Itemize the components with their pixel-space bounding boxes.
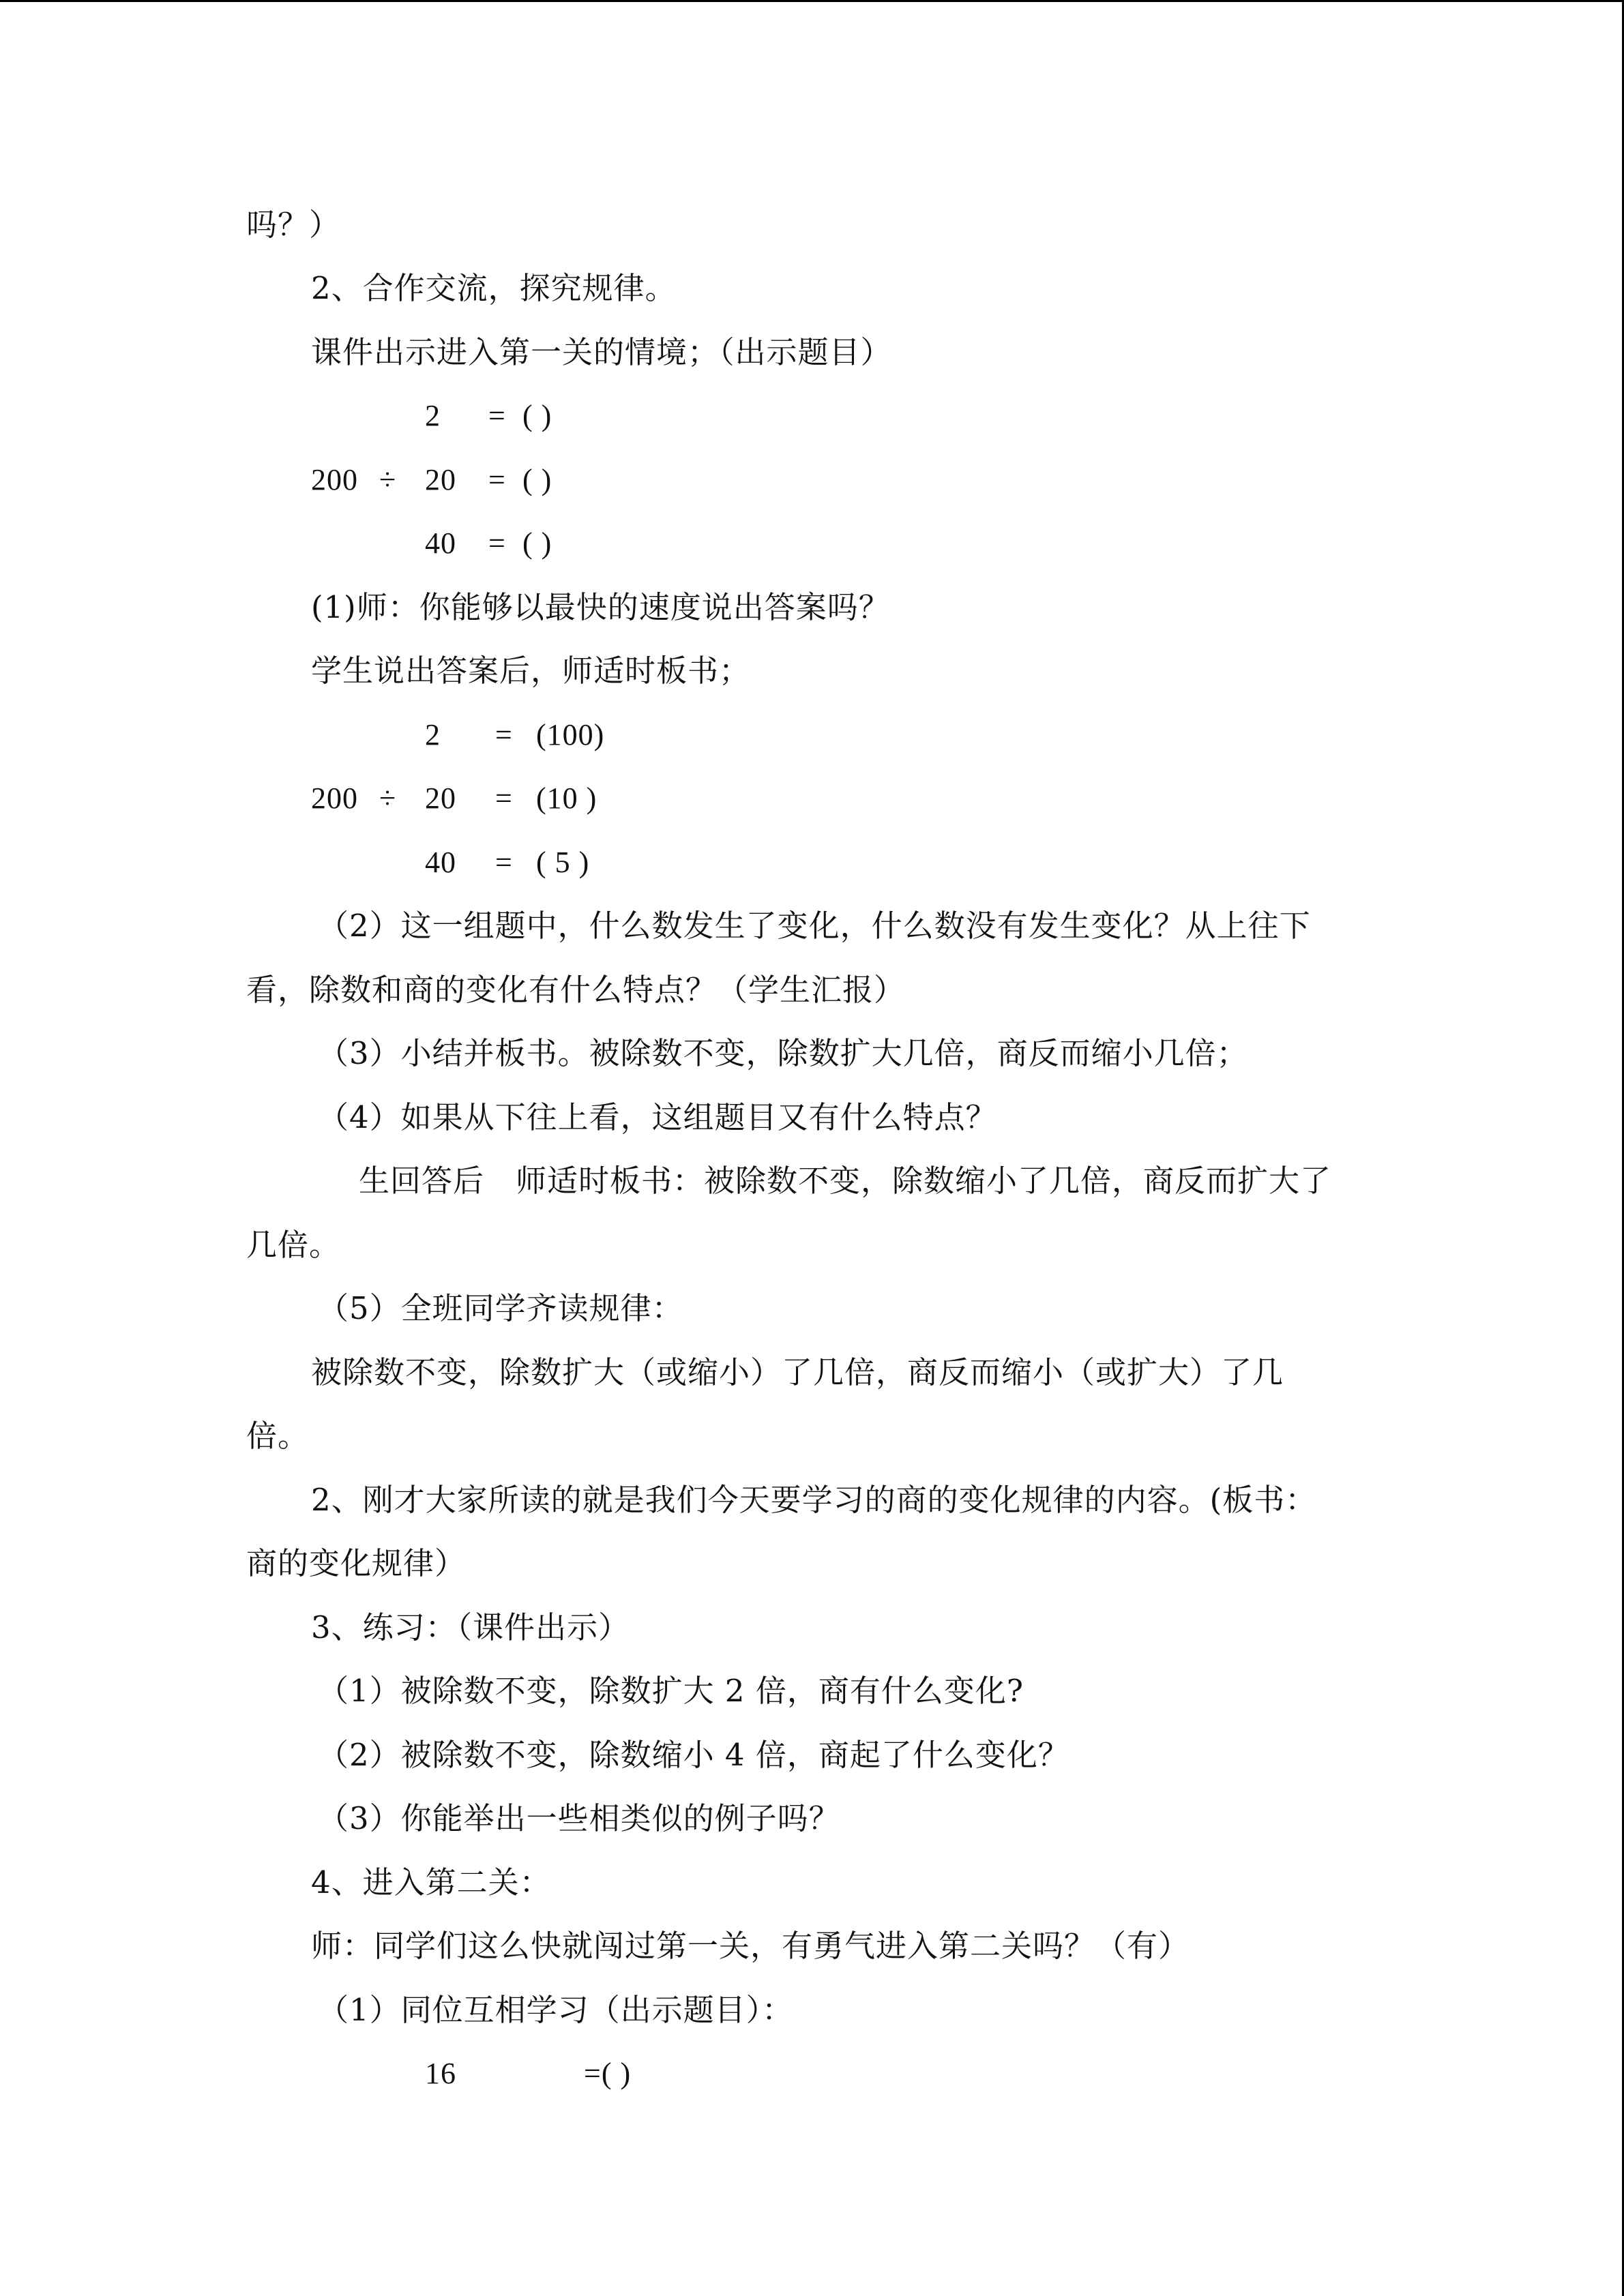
text-line: 吗？） [246, 207, 341, 243]
divisor: 40 [425, 846, 456, 879]
text-line: 课件出示进入第一关的情境；（出示题目） [311, 334, 892, 370]
equals-sign: = [488, 463, 506, 496]
text-line: 倍。 [246, 1418, 310, 1454]
divide-sign: ÷ [379, 463, 397, 496]
equals-sign: = [488, 526, 506, 560]
divisor: 40 [425, 526, 456, 560]
top-border [0, 0, 1624, 2]
dividend: 200 [311, 781, 358, 815]
dividend: 200 [311, 463, 358, 496]
equals-sign: = [495, 781, 513, 815]
divisor: 2 [425, 399, 441, 432]
equals-sign: = [495, 846, 513, 879]
answer-blank: =( ) [584, 2057, 632, 2090]
answer-blank: ( ) [522, 526, 552, 560]
divisor: 20 [425, 781, 456, 815]
text-line: （2）被除数不变，除数缩小 4 倍，商起了什么变化？ [318, 1737, 1069, 1773]
text-line: (1)师：你能够以最快的速度说出答案吗？ [311, 589, 890, 625]
answer: ( 5 ) [536, 846, 590, 879]
text-line: （4）如果从下往上看，这组题目又有什么特点？ [318, 1099, 997, 1135]
text-line: 学生说出答案后，师适时板书； [311, 653, 751, 689]
answer: (10 ) [536, 781, 597, 815]
text-line: （1）同位互相学习（出示题目）： [318, 1992, 794, 2028]
number: 16 [425, 2057, 456, 2090]
equals-sign: = [495, 718, 513, 751]
text-line: 商的变化规律） [246, 1545, 467, 1581]
divisor: 2 [425, 718, 441, 751]
text-line: 生回答后 师适时板书：被除数不变，除数缩小了几倍，商反而扩大了 [359, 1163, 1332, 1199]
text-line: 看，除数和商的变化有什么特点？（学生汇报） [246, 972, 906, 1008]
text-line: （1）被除数不变，除数扩大 2 倍，商有什么变化? [318, 1673, 1024, 1709]
divisor: 20 [425, 463, 456, 496]
text-line: 被除数不变，除数扩大（或缩小）了几倍，商反而缩小（或扩大）了几 [311, 1354, 1284, 1390]
section-heading: 4、进入第二关： [311, 1864, 551, 1900]
text-line: （3）你能举出一些相类似的例子吗？ [318, 1800, 840, 1836]
equals-sign: = [488, 399, 506, 432]
text-line: （5）全班同学齐读规律： [318, 1290, 683, 1326]
section-heading: 2、合作交流，探究规律。 [311, 270, 677, 306]
section-heading: 3、练习：（课件出示） [311, 1609, 630, 1645]
divide-sign: ÷ [379, 781, 397, 815]
answer-blank: ( ) [522, 463, 552, 496]
text-line: 几倍。 [246, 1227, 341, 1263]
answer: (100) [536, 718, 605, 751]
text-line: （3）小结并板书。被除数不变，除数扩大几倍，商反而缩小几倍； [318, 1035, 1248, 1071]
text-line: 师：同学们这么快就闯过第一关，有勇气进入第二关吗？（有） [311, 1928, 1190, 1964]
answer-blank: ( ) [522, 399, 552, 432]
text-line: 2、刚才大家所读的就是我们今天要学习的商的变化规律的内容。(板书： [311, 1482, 1317, 1518]
text-line: （2）这一组题中，什么数发生了变化，什么数没有发生变化？从上往下 [318, 908, 1311, 944]
